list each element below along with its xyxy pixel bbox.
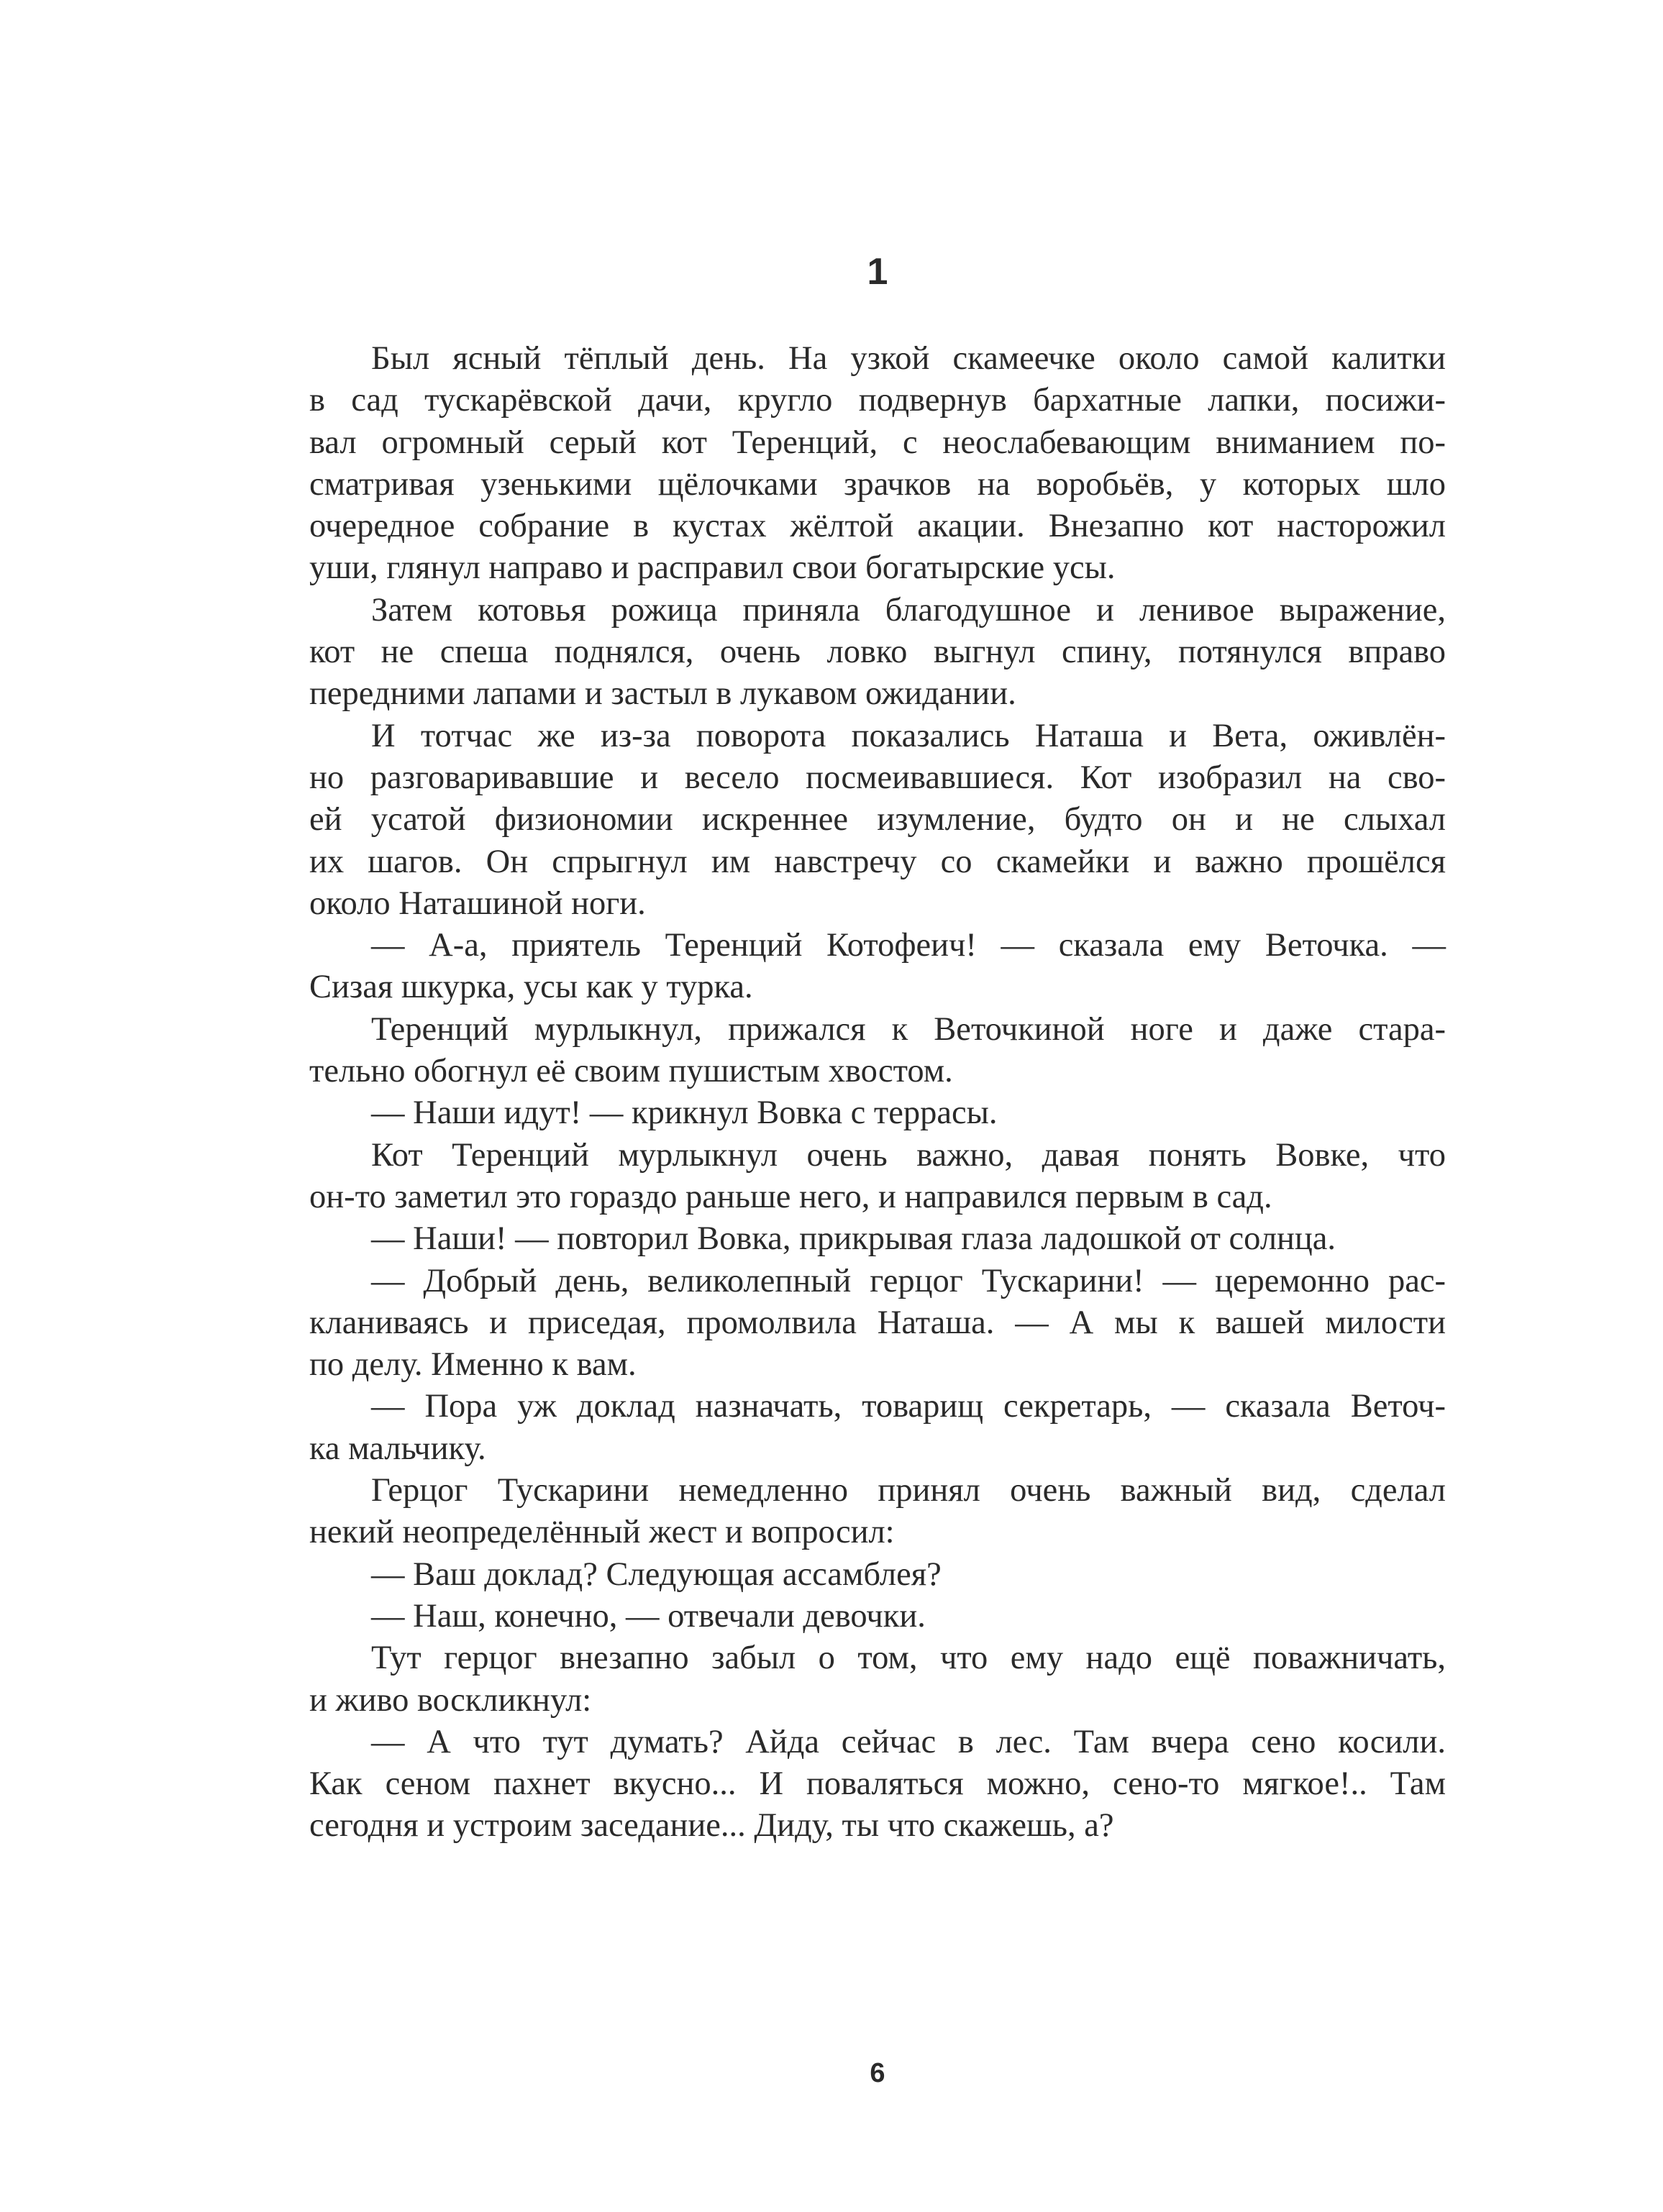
text-line: некий неопределённый жест и вопросил: xyxy=(309,1514,895,1551)
text-line: И тотчас же из-за поворота показались Наташа и Вета, оживлён- xyxy=(371,717,1446,754)
text-line: Тут герцог внезапно забыл о том, что ему надо ещё поважничать, xyxy=(371,1640,1446,1677)
text-line: но разговаривавшие и весело посмеивавшиеся. Кот изобразил на сво- xyxy=(309,759,1446,796)
text-line: очередное собрание в кустах жёлтой акации. Внезапно кот насторожил xyxy=(309,508,1446,545)
text-line: их шагов. Он спрыгнул им навстречу со скамейки и важно прошёлся xyxy=(309,843,1446,880)
text-line: ей усатой физиономии искреннее изумление, будто он и не слыхал xyxy=(309,801,1446,838)
text-line: Кот Теренций мурлыкнул очень важно, давая понять Вовке, что xyxy=(371,1136,1446,1174)
text-line: Сизая шкурка, усы как у турка. xyxy=(309,969,753,1006)
text-line: — А что тут думать? Айда сейчас в лес. Там вчера сено косили. xyxy=(371,1723,1446,1760)
text-line: Был ясный тёплый день. На узкой скамеечке около самой калитки xyxy=(371,340,1446,377)
text-line: сматривая узенькими щёлочками зрачков на воробьёв, у которых шло xyxy=(309,465,1446,503)
text-line: — Наши! — повторил Вовка, прикрывая глаза ладошкой от солнца. xyxy=(371,1220,1336,1258)
text-line: — Ваш доклад? Следующая ассамблея? xyxy=(371,1555,942,1593)
text-line: тельно обогнул её своим пушистым хвостом. xyxy=(309,1053,953,1090)
text-line: — Наши идут! — крикнул Вовка с террасы. xyxy=(371,1094,998,1132)
text-line: кланиваясь и приседая, промолвила Наташа. — А мы к вашей милости xyxy=(309,1304,1446,1341)
text-line: он-то заметил это гораздо раньше него, и направился первым в сад. xyxy=(309,1178,1272,1215)
text-line: — Добрый день, великолепный герцог Тускарини! — церемонно рас- xyxy=(371,1262,1446,1299)
text-line: кот не спеша поднялся, очень ловко выгнул спину, потянулся вправо xyxy=(309,634,1446,671)
text-line: около Наташиной ноги. xyxy=(309,885,646,922)
chapter-number: 1 xyxy=(867,251,888,293)
text-line: в сад тускарёвской дачи, кругло подвернув бархатные лапки, посижи- xyxy=(309,382,1446,419)
text-line: Герцог Тускарини немедленно принял очень важный вид, сделал xyxy=(371,1472,1446,1509)
text-line: — Пора уж доклад назначать, товарищ секретарь, — сказала Веточ- xyxy=(371,1388,1446,1425)
text-line: сегодня и устроим заседание... Диду, ты что скажешь, а? xyxy=(309,1807,1114,1845)
text-line: и живо воскликнул: xyxy=(309,1681,592,1719)
text-line: по делу. Именно к вам. xyxy=(309,1346,637,1384)
text-line: Затем котовья рожица приняла благодушное и ленивое выражение, xyxy=(371,591,1446,629)
text-line: Теренций мурлыкнул, прижался к Веточкиной ноге и даже стара- xyxy=(371,1010,1446,1048)
text-line: — А-а, приятель Теренций Котофеич! — сказала ему Веточка. — xyxy=(371,927,1446,964)
text-line: Как сеном пахнет вкусно... И поваляться можно, сено-то мягкое!.. Там xyxy=(309,1765,1446,1803)
text-line: уши, глянул направо и расправил свои богатырские усы. xyxy=(309,549,1116,587)
text-line: — Наш, конечно, — отвечали девочки. xyxy=(371,1597,926,1635)
text-line: передними лапами и застыл в лукавом ожидании. xyxy=(309,675,1016,713)
text-line: ка мальчику. xyxy=(309,1430,486,1467)
page-number: 6 xyxy=(870,2058,885,2088)
body-text xyxy=(309,338,1446,1847)
text-line: вал огромный серый кот Теренций, с неослабевающим вниманием по- xyxy=(309,424,1446,461)
